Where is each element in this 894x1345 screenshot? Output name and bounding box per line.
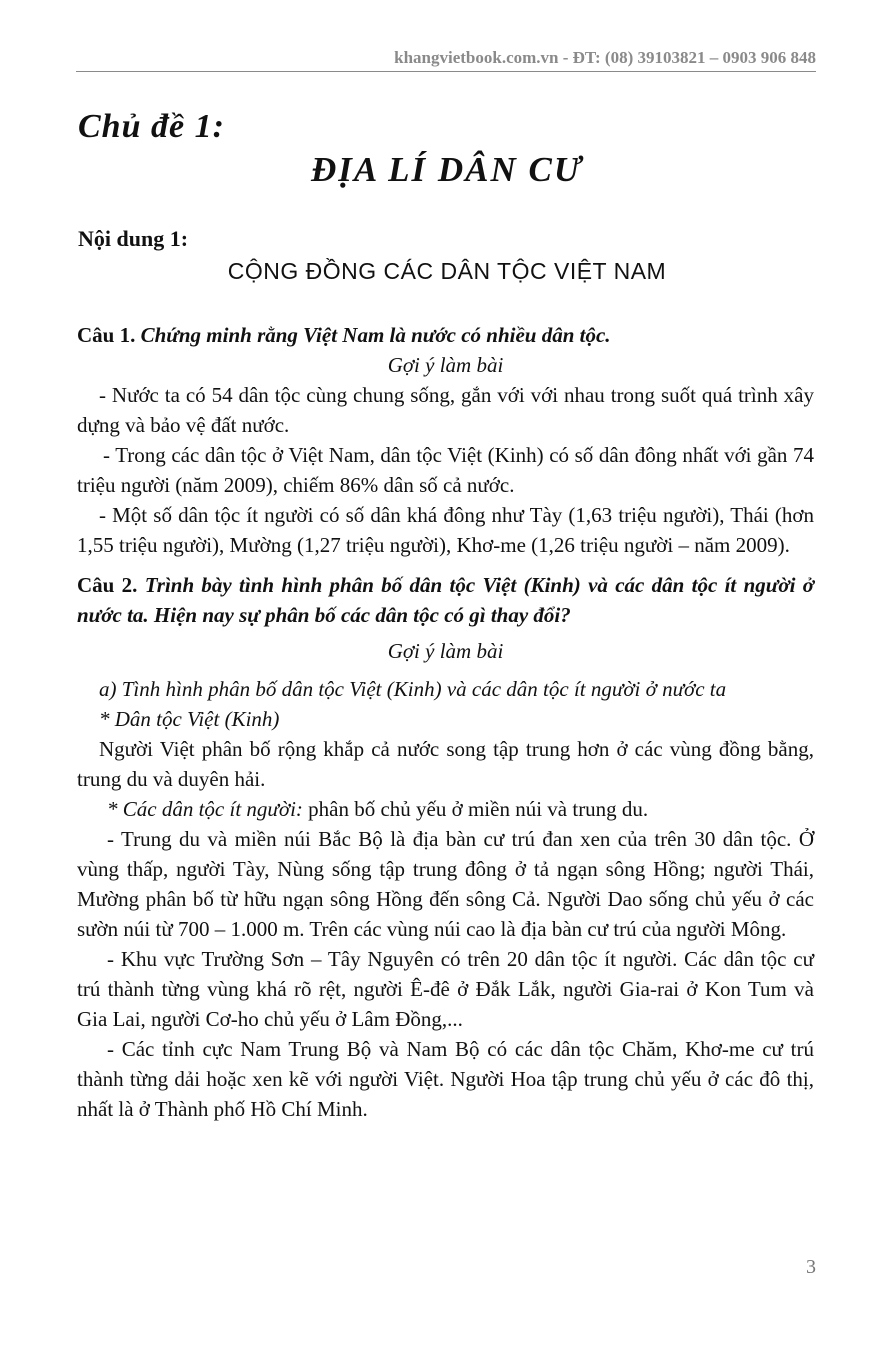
chapter-title: ĐỊA LÍ DÂN CƯ <box>311 150 583 189</box>
subsection-a-heading: a) Tình hình phân bố dân tộc Việt (Kinh) và các dân tộc ít người ở nước ta <box>99 677 727 701</box>
page-header: khangvietbook.com.vn - ĐT: (08) 39103821 – 0903 906 848 <box>76 48 816 72</box>
question-1-text: Chứng minh rằng Việt Nam là nước có nhiều dân tộc. <box>140 323 611 347</box>
question-1-hint: Gợi ý làm bài <box>387 353 504 377</box>
question-2-hint: Gợi ý làm bài <box>387 639 504 663</box>
question-1-paragraph: - Một số dân tộc ít người có số dân khá đông như Tày (1,63 triệu người), Thái (hơn 1,55 triệu người), Mường (1,27 triệu người), Khơ-me (1,26 triệu người – năm 2009). <box>77 503 814 557</box>
question-2 <box>77 570 814 630</box>
document-body <box>77 320 814 1124</box>
minority-label: * Các dân tộc ít người: <box>107 797 303 821</box>
section-title: CỘNG ĐỒNG CÁC DÂN TỘC VIỆT NAM <box>227 258 667 284</box>
minority-text: phân bố chủ yếu ở miền núi và trung du. <box>308 797 649 821</box>
question-2-text: Trình bày tình hình phân bố dân tộc Việt (Kinh) và các dân tộc ít người ở nước ta. Hiện nay sự phân bố các dân tộc có gì thay đổi? <box>77 573 815 627</box>
content-label: Nội dung 1: <box>78 226 189 251</box>
question-2-label: Câu 2. <box>77 573 138 597</box>
question-1-label: Câu 1. <box>77 323 136 347</box>
question-1-paragraph: - Trong các dân tộc ở Việt Nam, dân tộc Việt (Kinh) có số dân đông nhất với gần 74 triệu người (năm 2009), chiếm 86% dân số cả nước. <box>77 443 814 497</box>
question-2-paragraph: - Khu vực Trường Sơn – Tây Nguyên có trên 20 dân tộc ít người. Các dân tộc cư trú thành từng vùng khá rõ rệt, người Ê-đê ở Đắk Lắk, người Gia-rai ở Kon Tum và Gia Lai, người Cơ-ho chủ yếu ở Lâm Đồng,... <box>77 947 814 1031</box>
question-1-paragraph: - Nước ta có 54 dân tộc cùng chung sống, gắn với với nhau trong suốt quá trình xây dựng và bảo vệ đất nước. <box>77 383 814 437</box>
question-1 <box>77 320 814 350</box>
topic-heading: Chủ đề 1: <box>78 108 225 145</box>
kinh-heading: * Dân tộc Việt (Kinh) <box>99 707 280 731</box>
minority-paragraph <box>77 794 814 824</box>
kinh-paragraph: Người Việt phân bố rộng khắp cả nước song tập trung hơn ở các vùng đồng bằng, trung du và duyên hải. <box>77 737 814 791</box>
page-number: 3 <box>806 1256 816 1278</box>
question-2-paragraph: - Các tỉnh cực Nam Trung Bộ và Nam Bộ có các dân tộc Chăm, Khơ-me cư trú thành từng dải hoặc xen kẽ với người Việt. Người Hoa tập trung chủ yếu ở các đô thị, nhất là ở Thành phố Hồ Chí Minh. <box>77 1037 814 1121</box>
question-2-paragraph: - Trung du và miền núi Bắc Bộ là địa bàn cư trú đan xen của trên 30 dân tộc. Ở vùng thấp, người Tày, Nùng sống tập trung đông ở tả ngạn sông Hồng; người Thái, Mường phân bố từ hữu ngạn sông Hồng đến sông Cả. Người Dao sống chủ yếu ở các sườn núi từ 700 – 1.000 m. Trên các vùng núi cao là địa bàn cư trú của người Mông. <box>77 827 814 941</box>
